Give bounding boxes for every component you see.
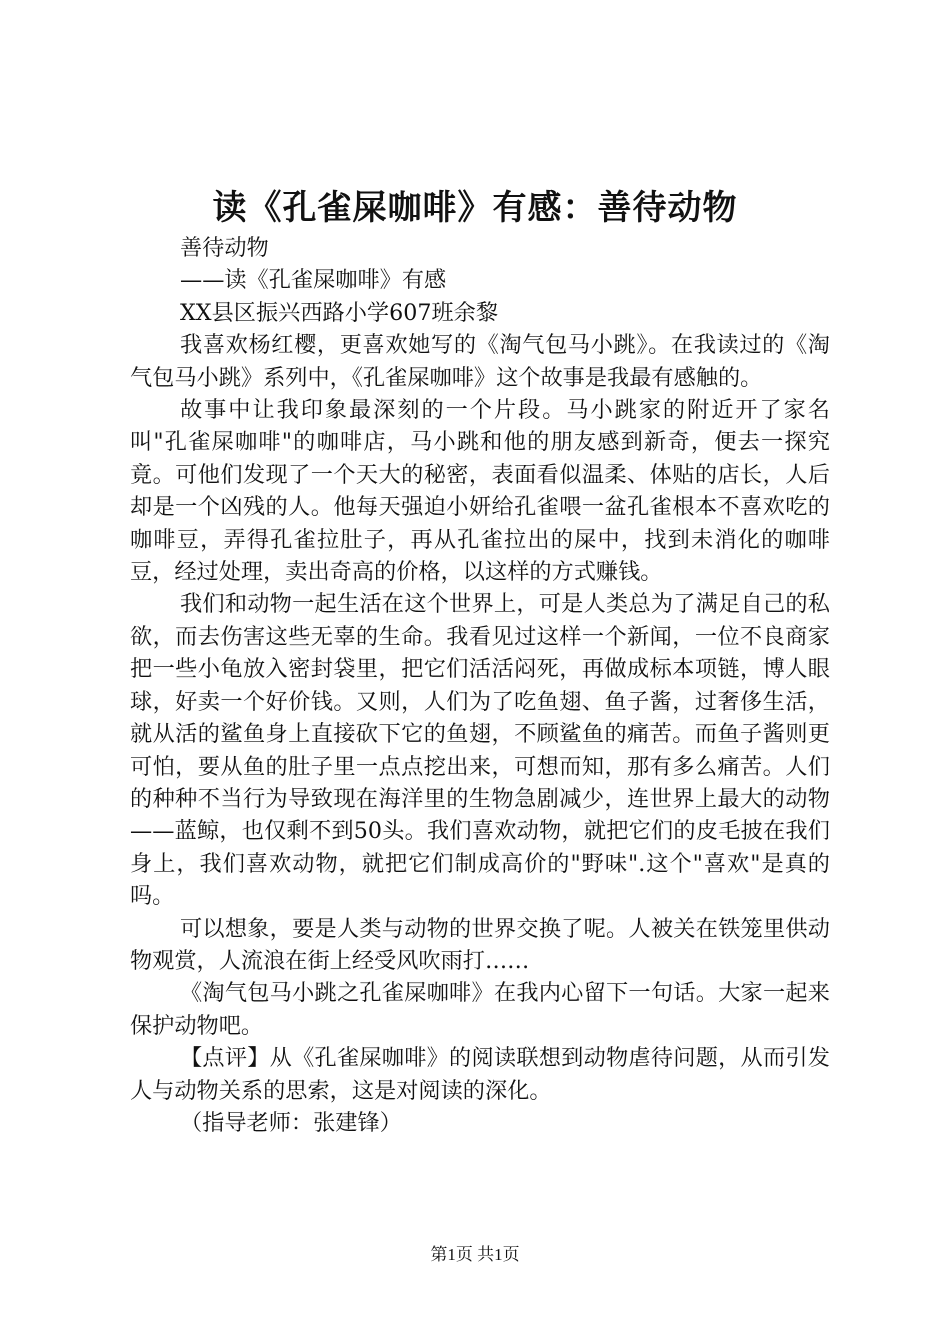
- paragraph: 我们和动物一起生活在这个世界上，可是人类总为了满足自己的私欲，而去伤害这些无辜的生命。我看见过这样一个新闻，一位不良商家把一些小龟放入密封袋里，把它们活活闷死，再做成标本项链，博人眼球，好卖一个好价钱。又则，人们为了吃鱼翅、鱼子酱，过奢侈生活，就从活的鲨鱼身上直接砍下它的鱼翅，不顾鲨鱼的痛苦。而鱼子酱则更可怕，要从鱼的肚子里一点点挖出来，可想而知，那有多么痛苦。人们的种种不当行为导致现在海洋里的生物急剧减少，连世界上最大的动物——蓝鲸，也仅剩不到50头。我们喜欢动物，就把它们的皮毛披在我们身上，我们喜欢动物，就把它们制成高价的"野味".这个"喜欢"是真的吗。: [130, 591, 830, 910]
- document-body: [130, 232, 830, 1139]
- paragraph: 《淘气包马小跳之孔雀屎咖啡》在我内心留下一句话。大家一起来保护动物吧。: [130, 980, 830, 1039]
- paragraph: 我喜欢杨红樱，更喜欢她写的《淘气包马小跳》。在我读过的《淘气包马小跳》系列中，《孔雀屎咖啡》这个故事是我最有感触的。: [130, 332, 830, 391]
- document-title: 读《孔雀屎咖啡》有感：善待动物: [212, 188, 738, 228]
- paragraph: 故事中让我印象最深刻的一个片段。马小跳家的附近开了家名叫"孔雀屎咖啡"的咖啡店，马小跳和他的朋友感到新奇，便去一探究竟。可他们发现了一个天大的秘密，表面看似温柔、体贴的店长，人后却是一个凶残的人。他每天强迫小妍给孔雀喂一盆孔雀根本不喜欢吃的咖啡豆，弄得孔雀拉肚子，再从孔雀拉出的屎中，找到未消化的咖啡豆，经过处理，卖出奇高的价格，以这样的方式赚钱。: [130, 397, 830, 586]
- author-line: XX县区振兴西路小学607班余黎: [180, 299, 499, 326]
- teacher-note: （指导老师：张建锋）: [180, 1109, 402, 1136]
- subtitle-line: ——读《孔雀屎咖啡》有感: [180, 267, 447, 294]
- subtitle-line: 善待动物: [180, 235, 269, 261]
- page-number: 第1页 共1页: [430, 1245, 520, 1264]
- comment-paragraph: 【点评】从《孔雀屎咖啡》的阅读联想到动物虐待问题，从而引发人与动物关系的思索，这是对阅读的深化。: [130, 1045, 830, 1104]
- paragraph: 可以想象，要是人类与动物的世界交换了呢。人被关在铁笼里供动物观赏，人流浪在街上经受风吹雨打……: [130, 915, 830, 974]
